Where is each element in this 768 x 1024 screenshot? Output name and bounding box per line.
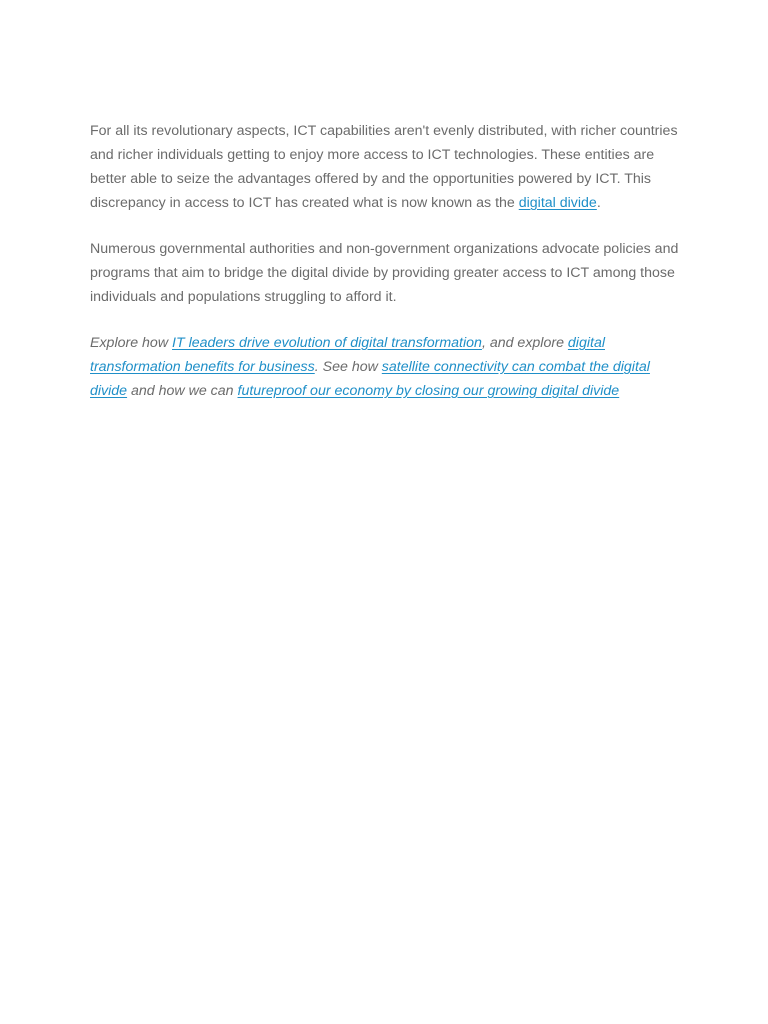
- paragraph-policies: [90, 237, 684, 309]
- paragraph-explore-links: [90, 331, 684, 403]
- digital-transformation-benefits-link[interactable]: digital transformation benefits for business: [90, 335, 605, 375]
- article-body: [90, 119, 684, 425]
- it-leaders-link[interactable]: IT leaders drive evolution of digital transformation: [172, 335, 482, 351]
- paragraph-text: Numerous governmental authorities and non-government organizations advocate policies and programs that aim to bridge the digital divide by providing greater access to ICT among those individuals and populations struggling to afford it.: [90, 241, 679, 305]
- paragraph-end: .: [596, 195, 601, 211]
- paragraph-text: . See how: [314, 359, 382, 375]
- paragraph-text: For all its revolutionary aspects, ICT capabilities aren't evenly distributed, with richer countries and richer individuals getting to enjoy more access to ICT technologies. These entities are better able to seize the advantages offered by and the opportunities powered by ICT. This discrepancy in access to ICT has created what is now known as the: [90, 123, 678, 211]
- paragraph-text: and how we can: [127, 383, 238, 399]
- digital-divide-link[interactable]: digital divide: [518, 195, 597, 211]
- satellite-connectivity-link[interactable]: satellite connectivity can combat the digital divide: [90, 359, 650, 399]
- paragraph-text: , and explore: [481, 335, 568, 351]
- paragraph-text: Explore how: [90, 335, 173, 351]
- paragraph-ict-distribution: [90, 119, 684, 215]
- futureproof-economy-link[interactable]: futureproof our economy by closing our growing digital divide: [237, 383, 620, 399]
